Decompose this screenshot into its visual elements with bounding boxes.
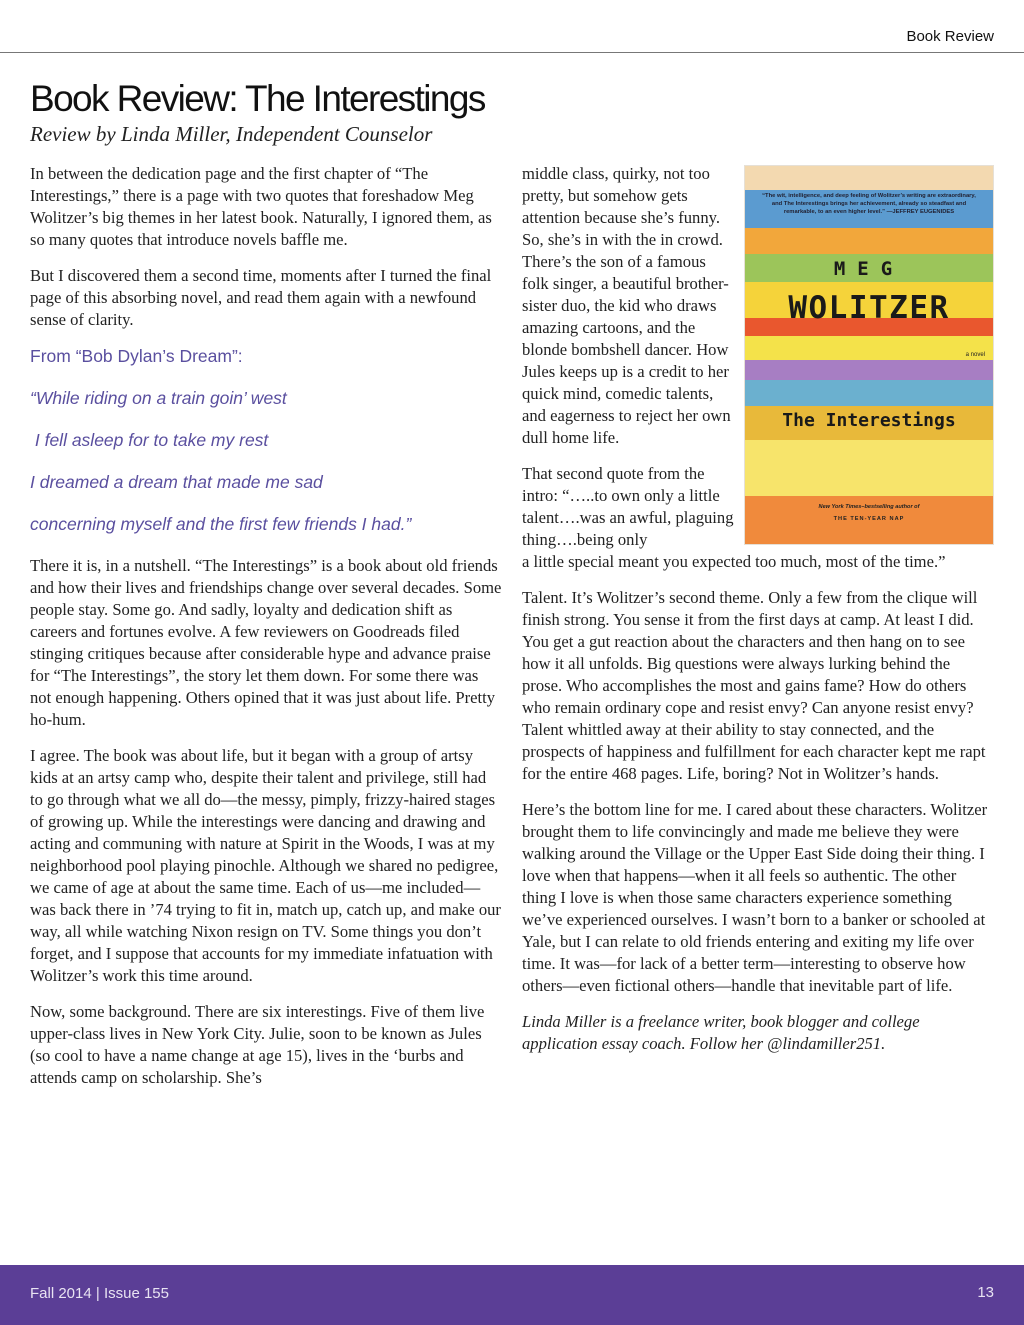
header-divider bbox=[0, 52, 1024, 53]
song-quote-line: “While riding on a train goin’ west bbox=[30, 388, 287, 408]
cover-tagline: New York Times–bestselling author of bbox=[818, 504, 920, 510]
paragraph: Now, some background. There are six interestings. Five of them live upper-class lives in New York City. Julie, soon to be known as Jules (so cool to have a name change at age 15), lives in the ‘burbs and attends camp on scholarship. She’s bbox=[30, 1002, 485, 1087]
article-title: Book Review: The Interestings bbox=[30, 78, 485, 119]
paragraph: In between the dedication page and the first chapter of “The Interestings,” there is a page with two quotes that foreshadow Meg Wolitzer’s big themes in her latest book. Naturally, I ignored them, as so many quotes that introduce novels baffle me. bbox=[30, 164, 492, 249]
paragraph: But I discovered them a second time, moments after I turned the final page of this absorbing novel, and read them again with a newfound sense of clarity. bbox=[30, 266, 492, 329]
cover-stripe bbox=[745, 440, 993, 496]
cover-title: The Interestings bbox=[782, 410, 956, 431]
cover-stripe bbox=[745, 228, 993, 254]
header-section-label: Book Review bbox=[906, 28, 994, 45]
cover-previous-book: THE TEN-YEAR NAP bbox=[833, 516, 905, 522]
song-quote-heading: From “Bob Dylan’s Dream”: bbox=[30, 346, 243, 366]
song-quote-line: concerning myself and the first few friends I had.” bbox=[30, 514, 412, 534]
cover-novel-label: a novel bbox=[965, 352, 985, 358]
paragraph: Talent. It’s Wolitzer’s second theme. Only a few from the clique will finish strong. You sense it from the first days at camp. At least I did. You get a gut reaction about the characters and then hang on to see how it all unfolds. Big questions were always lurking behind the prose. Who accomplishes the most and gains fame? How do others who remain ordinary cope and resist envy? Can anyone resist envy? Talent whittled away at their ability to stay connected, and the prospects of happiness and fulfillment for each character kept me rapt for the entire 468 pages. Life, boring? Not in Wolitzer’s hands. bbox=[522, 588, 986, 783]
cover-author-last: WOLITZER bbox=[788, 290, 950, 326]
paragraph-wrapped: That second quote from the intro: “…..to own only a little talent….was an awful, plaguing thing….being only bbox=[522, 464, 734, 549]
article-byline: Review by Linda Miller, Independent Counselor bbox=[30, 122, 433, 146]
song-quote-line: I dreamed a dream that made me sad bbox=[30, 472, 323, 492]
paragraph-continued: a little special meant you expected too much, most of the time.” bbox=[522, 552, 946, 571]
paragraph: middle class, quirky, not too pretty, but somehow gets attention because she’s funny. So, she’s in with the in crowd. There’s the son of a famous folk singer, a beautiful brother-sister duo, the kid who draws amazing cartoons, and the blonde bombshell dancer. How Jules keeps up is a credit to her quick mind, comedic talents, and eagerness to reject her own dull home life. bbox=[522, 164, 731, 447]
cover-stripe bbox=[745, 336, 993, 360]
footer-page-number: 13 bbox=[977, 1284, 994, 1301]
book-cover-image bbox=[744, 165, 994, 545]
song-quote-line: I fell asleep for to take my rest bbox=[30, 430, 269, 450]
cover-stripe bbox=[745, 380, 993, 406]
cover-stripe bbox=[745, 360, 993, 380]
cover-author-first: MEG bbox=[833, 258, 905, 280]
song-quote bbox=[30, 345, 502, 535]
footer-bar bbox=[0, 1265, 1024, 1325]
paragraph: There it is, in a nutshell. “The Interestings” is a book about old friends and how their lives and friendships change over several decades. Some people stay. Some go. And sadly, loyalty and dedication shift as careers and fortunes evolve. A few reviewers on Goodreads filed stinging critiques because after considerable hype and advance praise for “The Interestings”, the story let them down. For some there was not enough happening. Others opined that it was just about life. Pretty ho-hum. bbox=[30, 556, 502, 729]
footer-issue: Fall 2014 | Issue 155 bbox=[30, 1285, 169, 1302]
paragraph: Here’s the bottom line for me. I cared about these characters. Wolitzer brought them to life convincingly and made me believe they were walking around the Village or the Upper East Side doing their thing. I love when that happens—when it all feels so authentic. The other thing I love is when those same characters experience something we’ve experienced ourselves. I wasn’t born to a banker or schooled at Yale, but I can relate to old friends entering and exiting my life over time. It was—for lack of a better term—interesting to observe how others—even fictional others—handle that inevitable part of life. bbox=[522, 800, 988, 995]
author-bio: Linda Miller is a freelance writer, book blogger and college application essay coach. Follow her @lindamiller251. bbox=[522, 1012, 920, 1053]
cover-blurb: “The wit, intelligence, and deep feeling of Wolitzer’s writing are extraordinary, and The Interestings brings her achievement, already so steadfast and remarkable, to an even higher level.” —JEFFREY EUGENIDES bbox=[762, 193, 976, 215]
left-column bbox=[30, 163, 502, 1103]
paragraph: I agree. The book was about life, but it began with a group of artsy kids at an artsy camp who, despite their talent and privilege, still had to go through what we all do—the messy, pimply, frizzy-haired stages of growing up. While the interestings were dancing and drawing and acting and communing with nature at Spirit in the Woods, I was at my neighborhood pool playing pinochle. Although we shared no pedigree, we came of age at about the same time. Each of us—me included—was back there in ’74 trying to fit in, match up, catch up, and make our way, all while watching Nixon resign on TV. Some things you don’t forget, and I suppose that accounts for my immediate infatuation with Wolitzer’s work this time around. bbox=[30, 746, 501, 985]
cover-stripe bbox=[745, 166, 993, 190]
